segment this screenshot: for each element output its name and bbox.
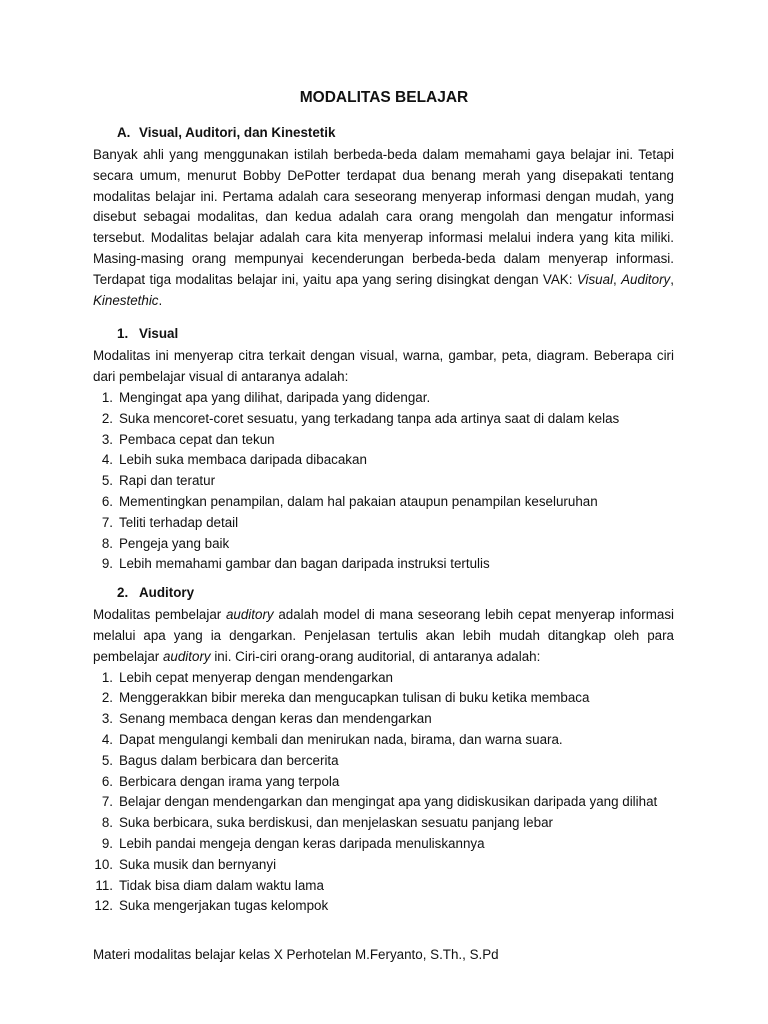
list-item	[93, 834, 674, 855]
document-body	[93, 124, 674, 917]
list-item	[93, 450, 674, 471]
vak-end: .	[158, 292, 163, 308]
list-item-number: 9.	[101, 556, 113, 572]
list-item-text: Suka mencoret-coret sesuatu, yang terkadang tanpa ada artinya saat di dalam kelas	[119, 410, 620, 426]
list-item-number: 8.	[101, 815, 113, 831]
list-item	[93, 792, 674, 813]
list-item-text: Lebih cepat menyerap dengan mendengarkan	[119, 669, 393, 685]
list-item-text: Rapi dan teratur	[119, 473, 216, 489]
list-item-number: 11.	[95, 877, 113, 893]
list-item	[93, 668, 674, 689]
section-a-paragraph-text: Banyak ahli yang menggunakan istilah berbeda-beda dalam memahami gaya belajar ini. Tetapi secara umum, menurut Bobby DePotter terdapat dua benang merah yang disepakati tentang modalitas belajar ini. Pertama adalah cara seseorang menyerap informasi dengan mudah, yang disebut sebagai modalitas, dan kedua adalah cara orang mengolah dan mengatur informasi tersebut. Modalitas belajar adalah cara kita menyerap informasi melalui indera yang kita miliki. Masing-masing orang mempunyai kecenderungan berbeda-beda dalam menyerap informasi. Terdapat tiga modalitas belajar ini, yaitu apa yang sering disingkat dengan VAK:	[93, 147, 674, 287]
list-item-number: 4.	[101, 452, 113, 468]
list-item-text: Mengingat apa yang dilihat, daripada yang didengar.	[119, 389, 431, 405]
list-item-text: Belajar dengan mendengarkan dan mengingat apa yang didiskusikan daripada yang dilihat	[119, 794, 658, 810]
page-title: MODALITAS BELAJAR	[299, 89, 469, 106]
visual-list	[93, 388, 674, 575]
auditory-intro-text: adalah model di mana seseorang lebih cepat menyerap informasi melalui apa yang ia dengarkan. Penjelasan tertulis akan lebih mudah ditangkap oleh para pembelajar	[93, 607, 674, 664]
auditory-intro	[93, 605, 674, 667]
list-item-text: Pembaca cepat dan tekun	[119, 431, 275, 447]
list-item	[93, 876, 674, 897]
auditory-intro-text: Modalitas pembelajar	[93, 607, 226, 623]
list-item	[93, 751, 674, 772]
vak-separator: ,	[670, 271, 674, 287]
list-item-number: 1.	[101, 389, 113, 405]
list-item	[93, 554, 674, 575]
list-item	[93, 492, 674, 513]
vak-kinesthetic: Kinestethic	[93, 292, 159, 308]
list-item-number: 5.	[101, 752, 113, 768]
list-item-number: 9.	[101, 835, 113, 851]
list-item-number: 3.	[101, 711, 113, 727]
auditory-list	[93, 668, 674, 918]
list-item-number: 3.	[101, 431, 113, 447]
list-item-number: 2.	[101, 410, 113, 426]
list-item-text: Suka berbicara, suka berdiskusi, dan menjelaskan sesuatu panjang lebar	[119, 815, 553, 831]
list-item-text: Bagus dalam berbicara dan bercerita	[119, 752, 339, 768]
list-item-text: Pengeja yang baik	[119, 535, 230, 551]
list-item-text: Senang membaca dengan keras dan mendengarkan	[119, 711, 432, 727]
section-a-paragraph	[93, 145, 674, 311]
list-item-number: 8.	[101, 535, 113, 551]
list-item-text: Dapat mengulangi kembali dan menirukan nada, birama, dan warna suara.	[119, 731, 563, 747]
auditory-heading	[93, 584, 674, 605]
list-item-text: Teliti terhadap detail	[119, 514, 239, 530]
list-item	[93, 855, 674, 876]
list-item	[93, 709, 674, 730]
list-item-number: 1.	[101, 669, 113, 685]
list-item-text: Lebih memahami gambar dan bagan daripada instruksi tertulis	[119, 556, 490, 572]
section-a-heading-text: Visual, Auditori, dan Kinestetik	[139, 125, 336, 140]
list-item	[93, 896, 674, 917]
list-item	[93, 430, 674, 451]
vak-visual: Visual	[576, 271, 614, 287]
list-item-text: Suka musik dan bernyanyi	[119, 856, 277, 872]
visual-heading	[93, 325, 674, 346]
spacer	[93, 311, 674, 325]
visual-marker: 1.	[117, 326, 129, 342]
list-item	[93, 730, 674, 751]
auditory-marker: 2.	[117, 585, 129, 601]
section-a-heading	[93, 124, 674, 145]
list-item-text: Menggerakkan bibir mereka dan mengucapkan tulisan di buku ketika membaca	[119, 690, 590, 706]
section-a-marker: A.	[117, 125, 131, 140]
list-item-text: Lebih pandai mengeja dengan keras daripada menuliskannya	[119, 835, 485, 851]
list-item-number: 12.	[94, 898, 113, 914]
list-item-text: Berbicara dengan irama yang terpola	[119, 773, 340, 789]
list-item	[93, 409, 674, 430]
visual-intro: Modalitas ini menyerap citra terkait dengan visual, warna, gambar, peta, diagram. Beberapa ciri dari pembelajar visual di antaranya adalah:	[93, 348, 674, 385]
list-item-text: Suka mengerjakan tugas kelompok	[119, 898, 329, 914]
list-item-text: Tidak bisa diam dalam waktu lama	[119, 877, 324, 893]
list-item	[93, 534, 674, 555]
list-item-number: 10.	[94, 856, 113, 872]
list-item-text: Lebih suka membaca daripada dibacakan	[119, 452, 367, 468]
auditory-term: auditory	[225, 607, 274, 623]
visual-heading-text: Visual	[139, 326, 179, 342]
list-item-number: 7.	[101, 794, 113, 810]
list-item	[93, 388, 674, 409]
spacer	[93, 575, 674, 584]
list-item	[93, 813, 674, 834]
list-item	[93, 513, 674, 534]
list-item-text: Mementingkan penampilan, dalam hal pakaian ataupun penampilan keseluruhan	[119, 493, 598, 509]
auditory-term: auditory	[162, 648, 211, 664]
list-item-number: 6.	[101, 773, 113, 789]
list-item-number: 6.	[101, 493, 113, 509]
list-item	[93, 772, 674, 793]
vak-auditory: Auditory	[621, 271, 671, 287]
list-item	[93, 471, 674, 492]
list-item-number: 7.	[101, 514, 113, 530]
list-item-number: 2.	[101, 690, 113, 706]
auditory-heading-text: Auditory	[139, 585, 195, 601]
list-item-number: 5.	[101, 473, 113, 489]
vak-separator: ,	[613, 271, 622, 287]
list-item-number: 4.	[101, 731, 113, 747]
list-item	[93, 688, 674, 709]
auditory-intro-text: ini. Ciri-ciri orang-orang auditorial, di antaranya adalah:	[210, 648, 541, 664]
page-footer: Materi modalitas belajar kelas X Perhotelan M.Feryanto, S.Th., S.Pd	[93, 947, 499, 962]
